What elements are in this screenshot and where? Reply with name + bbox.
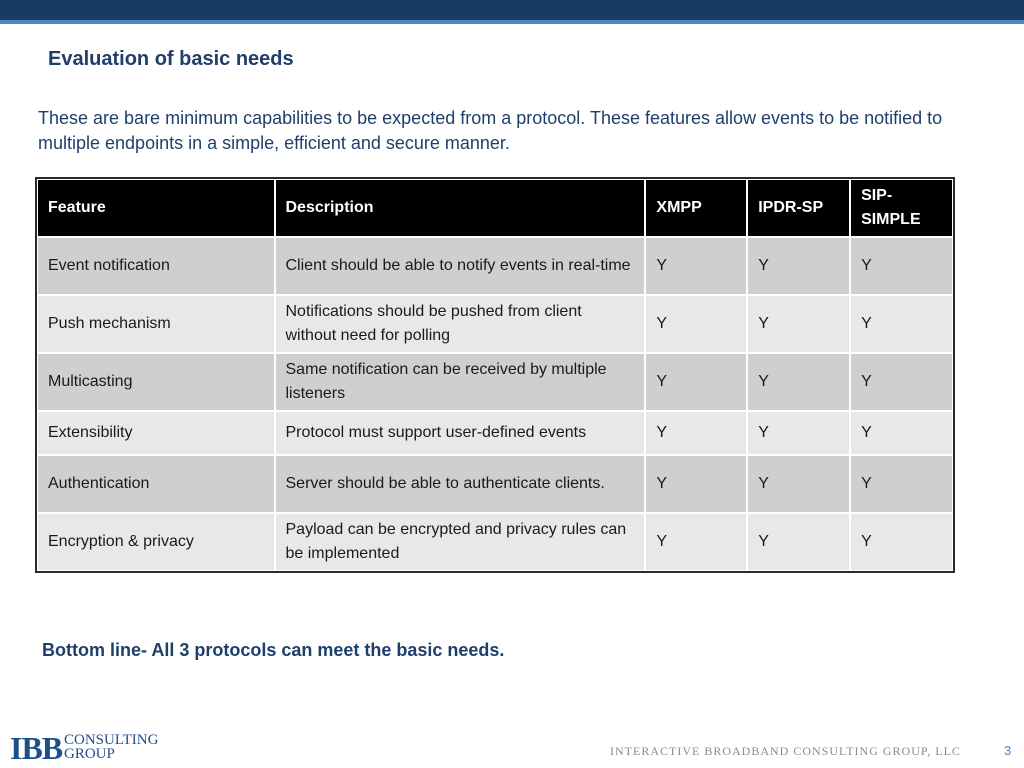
sip-simple-cell: Y (850, 295, 953, 353)
xmpp-cell: Y (645, 455, 747, 513)
header-feature: Feature (37, 179, 275, 237)
ipdr-sp-cell: Y (747, 295, 850, 353)
top-accent-line (0, 20, 1024, 24)
table-row (37, 411, 953, 455)
description-cell: Client should be able to notify events in real-time (275, 237, 646, 295)
top-header-bar (0, 0, 1024, 20)
intro-paragraph: These are bare minimum capabilities to be expected from a protocol. These features allow events to be notified to multiple endpoints in a simple, efficient and secure manner. (38, 108, 943, 153)
table-row (37, 513, 953, 571)
bottom-line-statement: Bottom line- All 3 protocols can meet the basic needs. (42, 640, 505, 660)
description-cell: Notifications should be pushed from client without need for polling (275, 295, 646, 353)
table-row (37, 237, 953, 295)
ipdr-sp-cell: Y (747, 353, 850, 411)
table-row (37, 455, 953, 513)
description-cell: Payload can be encrypted and privacy rules can be implemented (275, 513, 646, 571)
page-number: 3 (1004, 743, 1012, 758)
xmpp-cell: Y (645, 411, 747, 455)
sip-simple-cell: Y (850, 353, 953, 411)
xmpp-cell: Y (645, 237, 747, 295)
logo-mark: IBB (10, 730, 63, 766)
description-cell: Server should be able to authenticate clients. (275, 455, 646, 513)
table-row (37, 295, 953, 353)
sip-simple-cell: Y (850, 513, 953, 571)
header-description: Description (275, 179, 646, 237)
feature-cell: Event notification (37, 237, 275, 295)
ipdr-sp-cell: Y (747, 237, 850, 295)
description-cell: Protocol must support user-defined events (275, 411, 646, 455)
features-table (36, 178, 954, 572)
feature-cell: Multicasting (37, 353, 275, 411)
ipdr-sp-cell: Y (747, 513, 850, 571)
footer-company-name: INTERACTIVE BROADBAND CONSULTING GROUP, LLC (610, 744, 961, 758)
logo-word-consulting: CONSULTING (64, 732, 159, 748)
xmpp-cell: Y (645, 513, 747, 571)
sip-simple-cell: Y (850, 237, 953, 295)
table-row (37, 353, 953, 411)
slide-title: Evaluation of basic needs (48, 48, 294, 70)
header-ipdr-sp: IPDR-SP (747, 179, 850, 237)
description-cell: Same notification can be received by multiple listeners (275, 353, 646, 411)
sip-simple-cell: Y (850, 455, 953, 513)
logo-word-group: GROUP (64, 746, 115, 762)
xmpp-cell: Y (645, 295, 747, 353)
feature-cell: Encryption & privacy (37, 513, 275, 571)
sip-simple-cell: Y (850, 411, 953, 455)
feature-cell: Authentication (37, 455, 275, 513)
table-header-row (37, 179, 953, 237)
feature-cell: Push mechanism (37, 295, 275, 353)
ipdr-sp-cell: Y (747, 411, 850, 455)
ipdr-sp-cell: Y (747, 455, 850, 513)
xmpp-cell: Y (645, 353, 747, 411)
header-xmpp: XMPP (645, 179, 747, 237)
feature-cell: Extensibility (37, 411, 275, 455)
header-sip-simple: SIP-SIMPLE (850, 179, 953, 237)
